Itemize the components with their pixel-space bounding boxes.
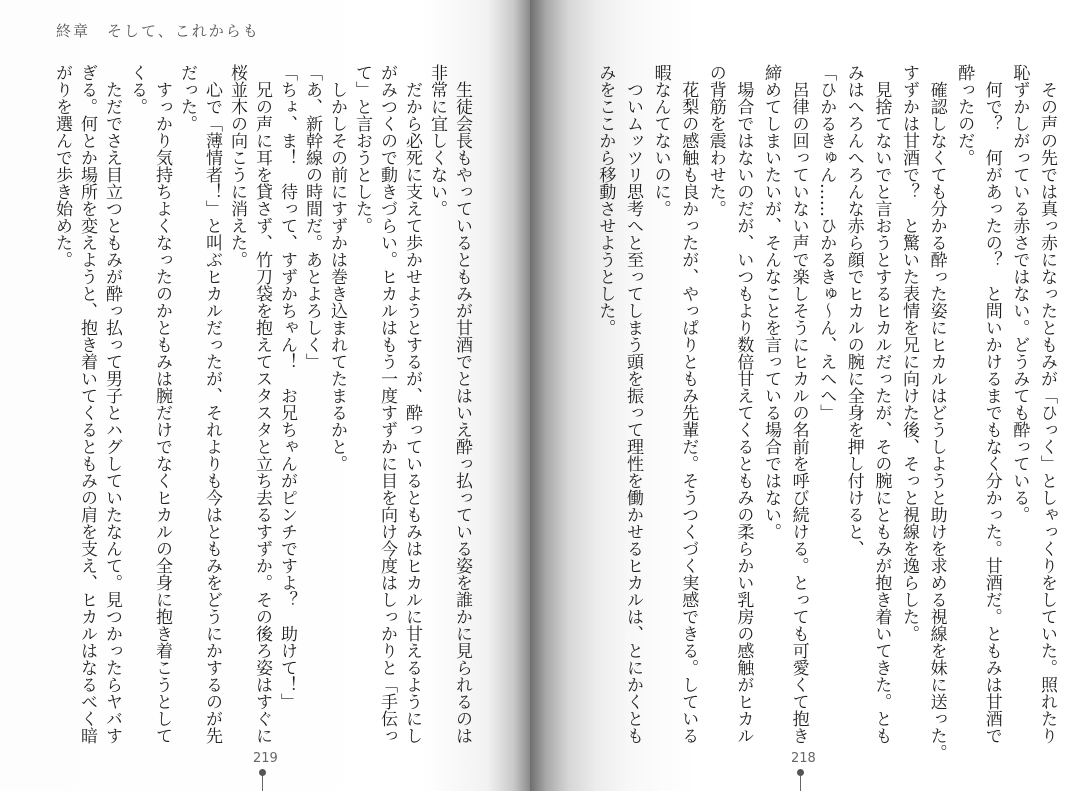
left-page <box>0 0 530 791</box>
right-page <box>530 0 1080 791</box>
text-column: 「あ、新幹線の時間だ。あとよろしく」 <box>302 64 322 370</box>
text-column: 花梨の感触も良かったが、やっぱりともみ先輩だ。そうつくづく実感できる。している <box>678 64 699 744</box>
folio-ornament-left <box>259 769 266 776</box>
text-column: 酔ったのだ。 <box>954 64 975 166</box>
text-column: すっかり気持ちよくなったのかともみは腕だけでなくヒカルの全身に抱き着こうとして <box>152 64 172 744</box>
text-column: 何で？ 何があったの？ と問いかけるまでもなく分かった。甘酒だ。ともみは甘酒で <box>981 64 1002 744</box>
text-column: ついムッツリ思考へと至ってしまう頭を振って理性を働かせるヒカルは、とにかくとも <box>623 64 643 744</box>
text-column: だから必死に支えて歩かせようとするが、酔っているともみはヒカルに甘えるようにし <box>402 64 422 744</box>
text-column: みをここから移動させようとした。 <box>595 64 616 336</box>
text-column: 生徒会長もやっているともみが甘酒でとはいえ酔っ払っている姿を誰かに見られるのは <box>452 64 472 744</box>
text-column: 「ひかるきゅん……ひかるきゅ～ん、えへへ」 <box>816 64 837 421</box>
text-column: 呂律の回っていない声で楽しそうにヒカルの名前を呼び続ける。とっても可愛くて抱き <box>788 64 809 744</box>
running-head: 終章 そして、これからも <box>56 22 260 40</box>
folio-ornament-right <box>797 769 804 776</box>
text-column: 恥ずかしがっている赤さではない。どうみても酔っている。 <box>1009 64 1030 523</box>
text-column: 心で「薄情者！」と叫ぶヒカルだったが、それよりも今はともみをどうにかするのが先 <box>202 64 222 744</box>
text-column: 桜並木の向こうに消えた。 <box>227 64 247 268</box>
text-column: ただでさえ目立つともみが酔っ払って男子とハグしていたなんて。見つかったらヤバす <box>102 64 122 744</box>
text-column: 締めてしまいたいが、そんなことを言っている場合ではない。 <box>761 64 781 540</box>
text-column: くる。 <box>127 64 147 115</box>
text-column: 場合ではないのだが、いつもより数倍甘えてくるともみの柔らかい乳房の感触がヒカル <box>733 64 754 744</box>
text-column: の背筋を震わせた。 <box>705 64 726 217</box>
page-number-right: 218 <box>791 751 816 766</box>
text-column: がりを選んで歩き始めた。 <box>52 64 72 268</box>
text-column: て」と言おうとした。 <box>352 64 372 234</box>
text-column: 非常に宜しくない。 <box>427 64 447 217</box>
page-number-left: 219 <box>253 751 278 766</box>
folio-line-right <box>800 776 801 791</box>
text-column: だった。 <box>177 64 197 132</box>
text-column: 暇なんてないのに。 <box>650 64 671 217</box>
text-column: その声の先では真っ赤になったともみが「ひっく」としゃっくりをしていた。照れたり <box>1037 64 1057 744</box>
text-column: 見捨てないでと言おうとするヒカルだったが、その腕にともみが抱き着いてきた。とも <box>871 64 892 744</box>
text-column: しかしその前にすずかは巻き込まれてたまるかと。 <box>327 64 347 472</box>
folio-line-left <box>262 776 263 791</box>
text-column: みはへろんへろんな赤ら顔でヒカルの腕に全身を押し付けると、 <box>843 64 864 557</box>
text-column: 「ちょ、ま！ 待って、すずかちゃん！ お兄ちゃんがピンチですよ？ 助けて！」 <box>277 64 297 710</box>
text-column: ぎる。何とか場所を変えようと、抱き着いてくるともみの肩を支え、ヒカルはなるべく暗 <box>77 64 97 744</box>
text-column: すずかは甘酒で？ と驚いた表情を兄に向けた後、そっと視線を逸らした。 <box>899 64 919 642</box>
text-column: 兄の声に耳を貸さず、竹刀袋を抱えてスタスタと立ち去るすずか。その後ろ姿はすぐに <box>252 64 272 744</box>
text-column: がみつくので動きづらい。ヒカルはもう一度すずかに目を向け今度はしっかりと「手伝っ <box>377 64 397 744</box>
text-column: 確認しなくても分かる酔った姿にヒカルはどうしようと助けを求める視線を妹に送った。 <box>926 64 947 761</box>
